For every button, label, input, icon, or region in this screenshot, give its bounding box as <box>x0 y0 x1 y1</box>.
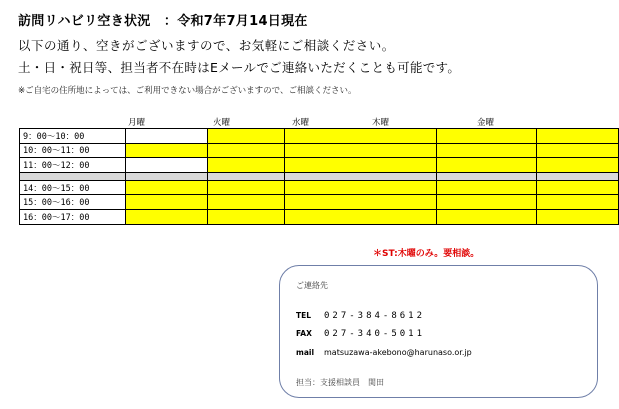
slot-fri-open <box>537 143 619 158</box>
slot-tue-open <box>208 158 285 173</box>
slot-mon-open <box>125 143 208 158</box>
slot-thu-open <box>436 158 537 173</box>
fax-number: 027-340-5011 <box>324 329 426 339</box>
mail-label: mail <box>296 348 315 357</box>
time-slot-label: 16：00〜17：00 <box>20 209 126 224</box>
mail-row <box>296 348 472 357</box>
slot-wed-open <box>284 209 436 224</box>
slot-thu-open <box>436 129 537 144</box>
fax-label: FAX <box>296 329 312 338</box>
separator-cell <box>537 172 619 180</box>
time-slot-label: 15：00〜16：00 <box>20 195 126 210</box>
separator-cell <box>208 172 285 180</box>
day-label-tue: 火曜 <box>213 118 231 128</box>
slot-wed-open <box>284 143 436 158</box>
slot-thu-open <box>436 195 537 210</box>
intro-line: 以下の通り、空きがございますので、お気軽にご相談ください。 <box>18 38 395 53</box>
slot-fri-open <box>537 209 619 224</box>
contact-person: 担当：支援相談員 関田 <box>296 378 384 387</box>
separator-cell <box>436 172 537 180</box>
slot-wed-open <box>284 180 436 195</box>
slot-thu-open <box>436 143 537 158</box>
fax-row <box>296 329 425 339</box>
table-row <box>20 209 619 224</box>
email-contact-line: 土・日・祝日等、担当者不在時はEメールでご連絡いただくことも可能です。 <box>18 60 461 75</box>
slot-tue-open <box>208 195 285 210</box>
slot-fri-open <box>537 180 619 195</box>
mail-address[interactable]: matsuzawa-akebono@harunaso.or.jp <box>324 348 472 357</box>
separator-cell <box>20 172 126 180</box>
table-row <box>20 195 619 210</box>
tel-number[interactable]: 027-384-8612 <box>324 311 426 321</box>
slot-mon-open <box>125 195 208 210</box>
time-slot-label: 10：00〜11：00 <box>20 143 126 158</box>
slot-mon-open <box>125 180 208 195</box>
day-label-wed: 水曜 <box>292 118 310 128</box>
day-label-fri: 金曜 <box>477 118 495 128</box>
page-title: 訪問リハビリ空き状況 ：令和7年7月14日現在 <box>18 14 308 29</box>
slot-wed-open <box>284 129 436 144</box>
slot-mon-open <box>125 209 208 224</box>
slot-tue-open <box>208 180 285 195</box>
contact-box <box>279 265 598 398</box>
lunch-separator-row <box>20 172 619 180</box>
tel-row <box>296 311 425 321</box>
slot-fri-open <box>537 195 619 210</box>
slot-fri-open <box>537 129 619 144</box>
slot-fri-open <box>537 158 619 173</box>
day-label-thu: 木曜 <box>372 118 390 128</box>
separator-cell <box>125 172 208 180</box>
slot-wed-open <box>284 195 436 210</box>
table-row <box>20 129 619 144</box>
schedule-table <box>19 128 619 225</box>
time-slot-label: 11：00〜12：00 <box>20 158 126 173</box>
contact-title: ご連絡先 <box>296 281 328 290</box>
table-row <box>20 143 619 158</box>
slot-mon-closed <box>125 129 208 144</box>
table-row <box>20 158 619 173</box>
slot-thu-open <box>436 180 537 195</box>
slot-wed-open <box>284 158 436 173</box>
tel-label: TEL <box>296 311 312 320</box>
slot-tue-open <box>208 129 285 144</box>
st-note: ＊ST:木曜のみ。要相談。 <box>373 249 480 259</box>
table-row <box>20 180 619 195</box>
address-note: ※ご自宅の住所地によっては、ご利用できない場合がございますので、ご相談ください。 <box>18 86 357 96</box>
slot-thu-open <box>436 209 537 224</box>
slot-tue-open <box>208 209 285 224</box>
separator-cell <box>284 172 436 180</box>
time-slot-label: 9：00〜10：00 <box>20 129 126 144</box>
slot-tue-open <box>208 143 285 158</box>
day-label-mon: 月曜 <box>128 118 146 128</box>
slot-mon-closed <box>125 158 208 173</box>
time-slot-label: 14：00〜15：00 <box>20 180 126 195</box>
